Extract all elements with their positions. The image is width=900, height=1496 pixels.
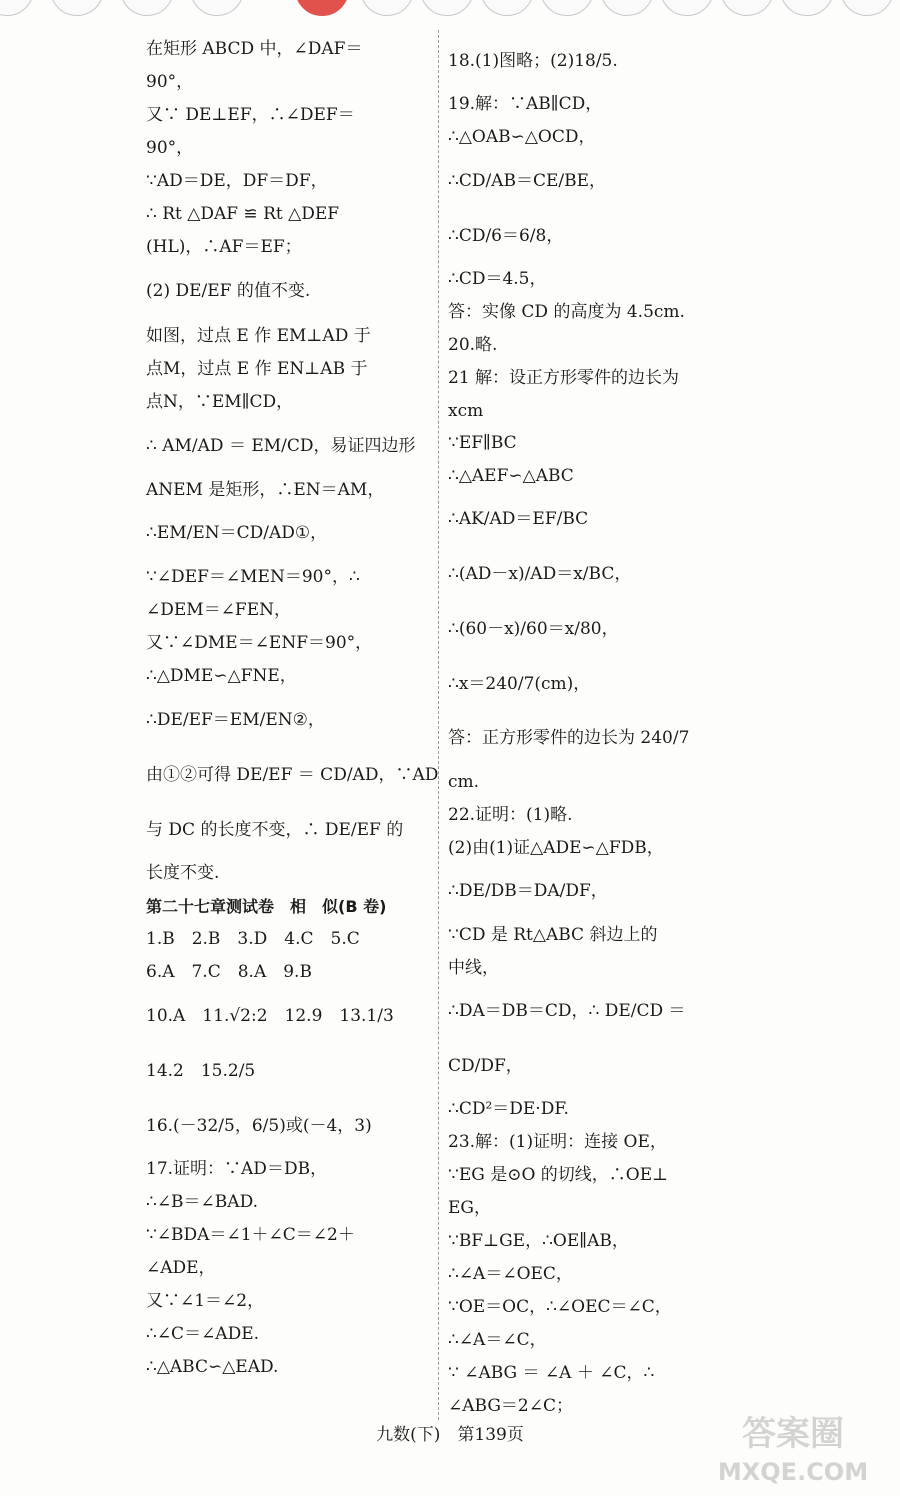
text-line: 在矩形 ABCD 中，∠DAF＝ (146, 39, 363, 59)
text-line: ∠ADE， (146, 1258, 216, 1278)
svg-text:答案圈: 答案圈 (742, 1414, 844, 1454)
answer-line: 6.A 7.C 8.A 9.B (146, 962, 312, 982)
text-line: 中线， (448, 958, 499, 978)
text-line: ∴DE/DB＝DA/DF， (448, 881, 608, 901)
text-line: ∴x＝240/7(cm)， (448, 674, 591, 694)
text-line: ∴△AEF∽△ABC (448, 466, 574, 486)
text-line: 长度不变. (146, 863, 220, 883)
text-line: cm. (448, 772, 480, 792)
text-line: ∵∠BDA＝∠1＋∠C＝∠2＋ (146, 1225, 355, 1245)
text-line: 又∵∠DME＝∠ENF＝90°， (146, 633, 373, 653)
text-line: ∵EG 是⊙O 的切线，∴OE⊥ (448, 1165, 669, 1185)
text-line: 20.略. (448, 335, 498, 355)
page-footer: 九数(下) 第139页 (376, 1425, 524, 1445)
text-line: ∴CD/AB＝CE/BE， (448, 171, 606, 191)
text-line: ∴∠A＝∠OEC， (448, 1264, 573, 1284)
text-line: ∴AK/AD＝EF/BC (448, 509, 589, 529)
text-line: ∴CD＝4.5， (448, 269, 547, 289)
text-line: 21 解：设正方形零件的边长为 (448, 368, 680, 388)
active-tab-marker (295, 0, 349, 16)
text-line: 23.解：(1)证明：连接 OE， (448, 1132, 667, 1152)
column-divider (438, 30, 439, 1420)
text-line: ∴∠C＝∠ADE. (146, 1324, 260, 1344)
text-line: ∵AD＝DE，DF＝DF， (146, 171, 328, 191)
text-line: 90°， (146, 72, 194, 92)
text-line: ∴△ABC∽△EAD. (146, 1357, 279, 1377)
text-line: ∵ ∠ABG ＝ ∠A ＋ ∠C，∴ (448, 1363, 655, 1383)
text-line: CD/DF， (448, 1056, 523, 1076)
text-line: ∴ AM/AD ＝ EM/CD，易证四边形 (146, 436, 416, 456)
text-line: ∵CD 是 Rt△ABC 斜边上的 (448, 925, 658, 945)
text-line: 90°， (146, 138, 194, 158)
text-line: (2) DE/EF 的值不变. (146, 281, 311, 301)
text-line: ∵EF∥BC (448, 433, 517, 453)
text-line: ∴△DME∽△FNE， (146, 666, 297, 686)
text-line: ∴CD²＝DE·DF. (448, 1099, 569, 1119)
answer-line: 16.(－32/5，6/5)或(－4，3) (146, 1116, 372, 1136)
answer-line: 14.2 15.2/5 (146, 1061, 256, 1081)
text-line: ∴∠B＝∠BAD. (146, 1192, 258, 1212)
text-line: 19.解：∵AB∥CD， (448, 94, 603, 114)
text-line: ∠ABG＝2∠C； (448, 1396, 573, 1416)
svg-text:MXQE.COM: MXQE.COM (717, 1458, 869, 1486)
text-line: ∵BF⊥GE，∴OE∥AB， (448, 1231, 629, 1251)
text-line: (2)由(1)证△ADE∽△FDB， (448, 838, 664, 858)
watermark-logo (698, 1400, 888, 1490)
text-line: 18.(1)图略；(2)18/5. (448, 51, 618, 71)
text-line: ∠DEM＝∠FEN， (146, 600, 292, 620)
section-heading: 第二十七章测试卷 相 似(B 卷) (146, 897, 387, 916)
text-line: ∴EM/EN＝CD/AD①， (146, 523, 328, 543)
text-line: ∵OE＝OC，∴∠OEC＝∠C， (448, 1297, 672, 1317)
top-tab-strip (0, 0, 900, 16)
text-line: 点M，过点 E 作 EN⊥AB 于 (146, 359, 368, 379)
text-line: 答：实像 CD 的高度为 4.5cm. (448, 302, 685, 322)
text-line: 又∵∠1＝∠2， (146, 1291, 265, 1311)
text-line: 又∵ DE⊥EF，∴∠DEF＝ (146, 105, 355, 125)
text-line: 答：正方形零件的边长为 240/7 (448, 728, 690, 748)
text-line: ANEM 是矩形，∴EN＝AM， (146, 480, 385, 500)
text-line: ∴DE/EF＝EM/EN②， (146, 710, 325, 730)
text-line: 22.证明：(1)略. (448, 805, 573, 825)
text-line: 与 DC 的长度不变，∴ DE/EF 的 (146, 820, 404, 840)
text-line: 如图，过点 E 作 EM⊥AD 于 (146, 326, 371, 346)
text-line: 点N，∵EM∥CD， (146, 392, 294, 412)
text-line: ∴DA＝DB＝CD，∴ DE/CD ＝ (448, 1001, 686, 1021)
answer-line: 1.B 2.B 3.D 4.C 5.C (146, 929, 360, 949)
text-line: xcm (448, 401, 484, 421)
text-line: ∴(60－x)/60＝x/80， (448, 619, 619, 639)
text-line: ∴(AD－x)/AD＝x/BC， (448, 564, 632, 584)
text-line: ∴△OAB∽△OCD， (448, 127, 596, 147)
text-line: (HL)，∴AF＝EF； (146, 237, 302, 257)
text-line: ∴ Rt △DAF ≌ Rt △DEF (146, 204, 340, 224)
text-line: EG， (448, 1198, 491, 1218)
text-line: ∵∠DEF＝∠MEN＝90°，∴ (146, 567, 360, 587)
text-line: 17.证明：∵AD＝DB， (146, 1159, 328, 1179)
text-line: ∴CD/6＝6/8， (448, 226, 564, 246)
text-line: 由①②可得 DE/EF ＝ CD/AD，∵AD (146, 765, 439, 785)
answer-line: 10.A 11.√2:2 12.9 13.1/3 (146, 1006, 394, 1026)
text-line: ∴∠A＝∠C， (448, 1330, 547, 1350)
